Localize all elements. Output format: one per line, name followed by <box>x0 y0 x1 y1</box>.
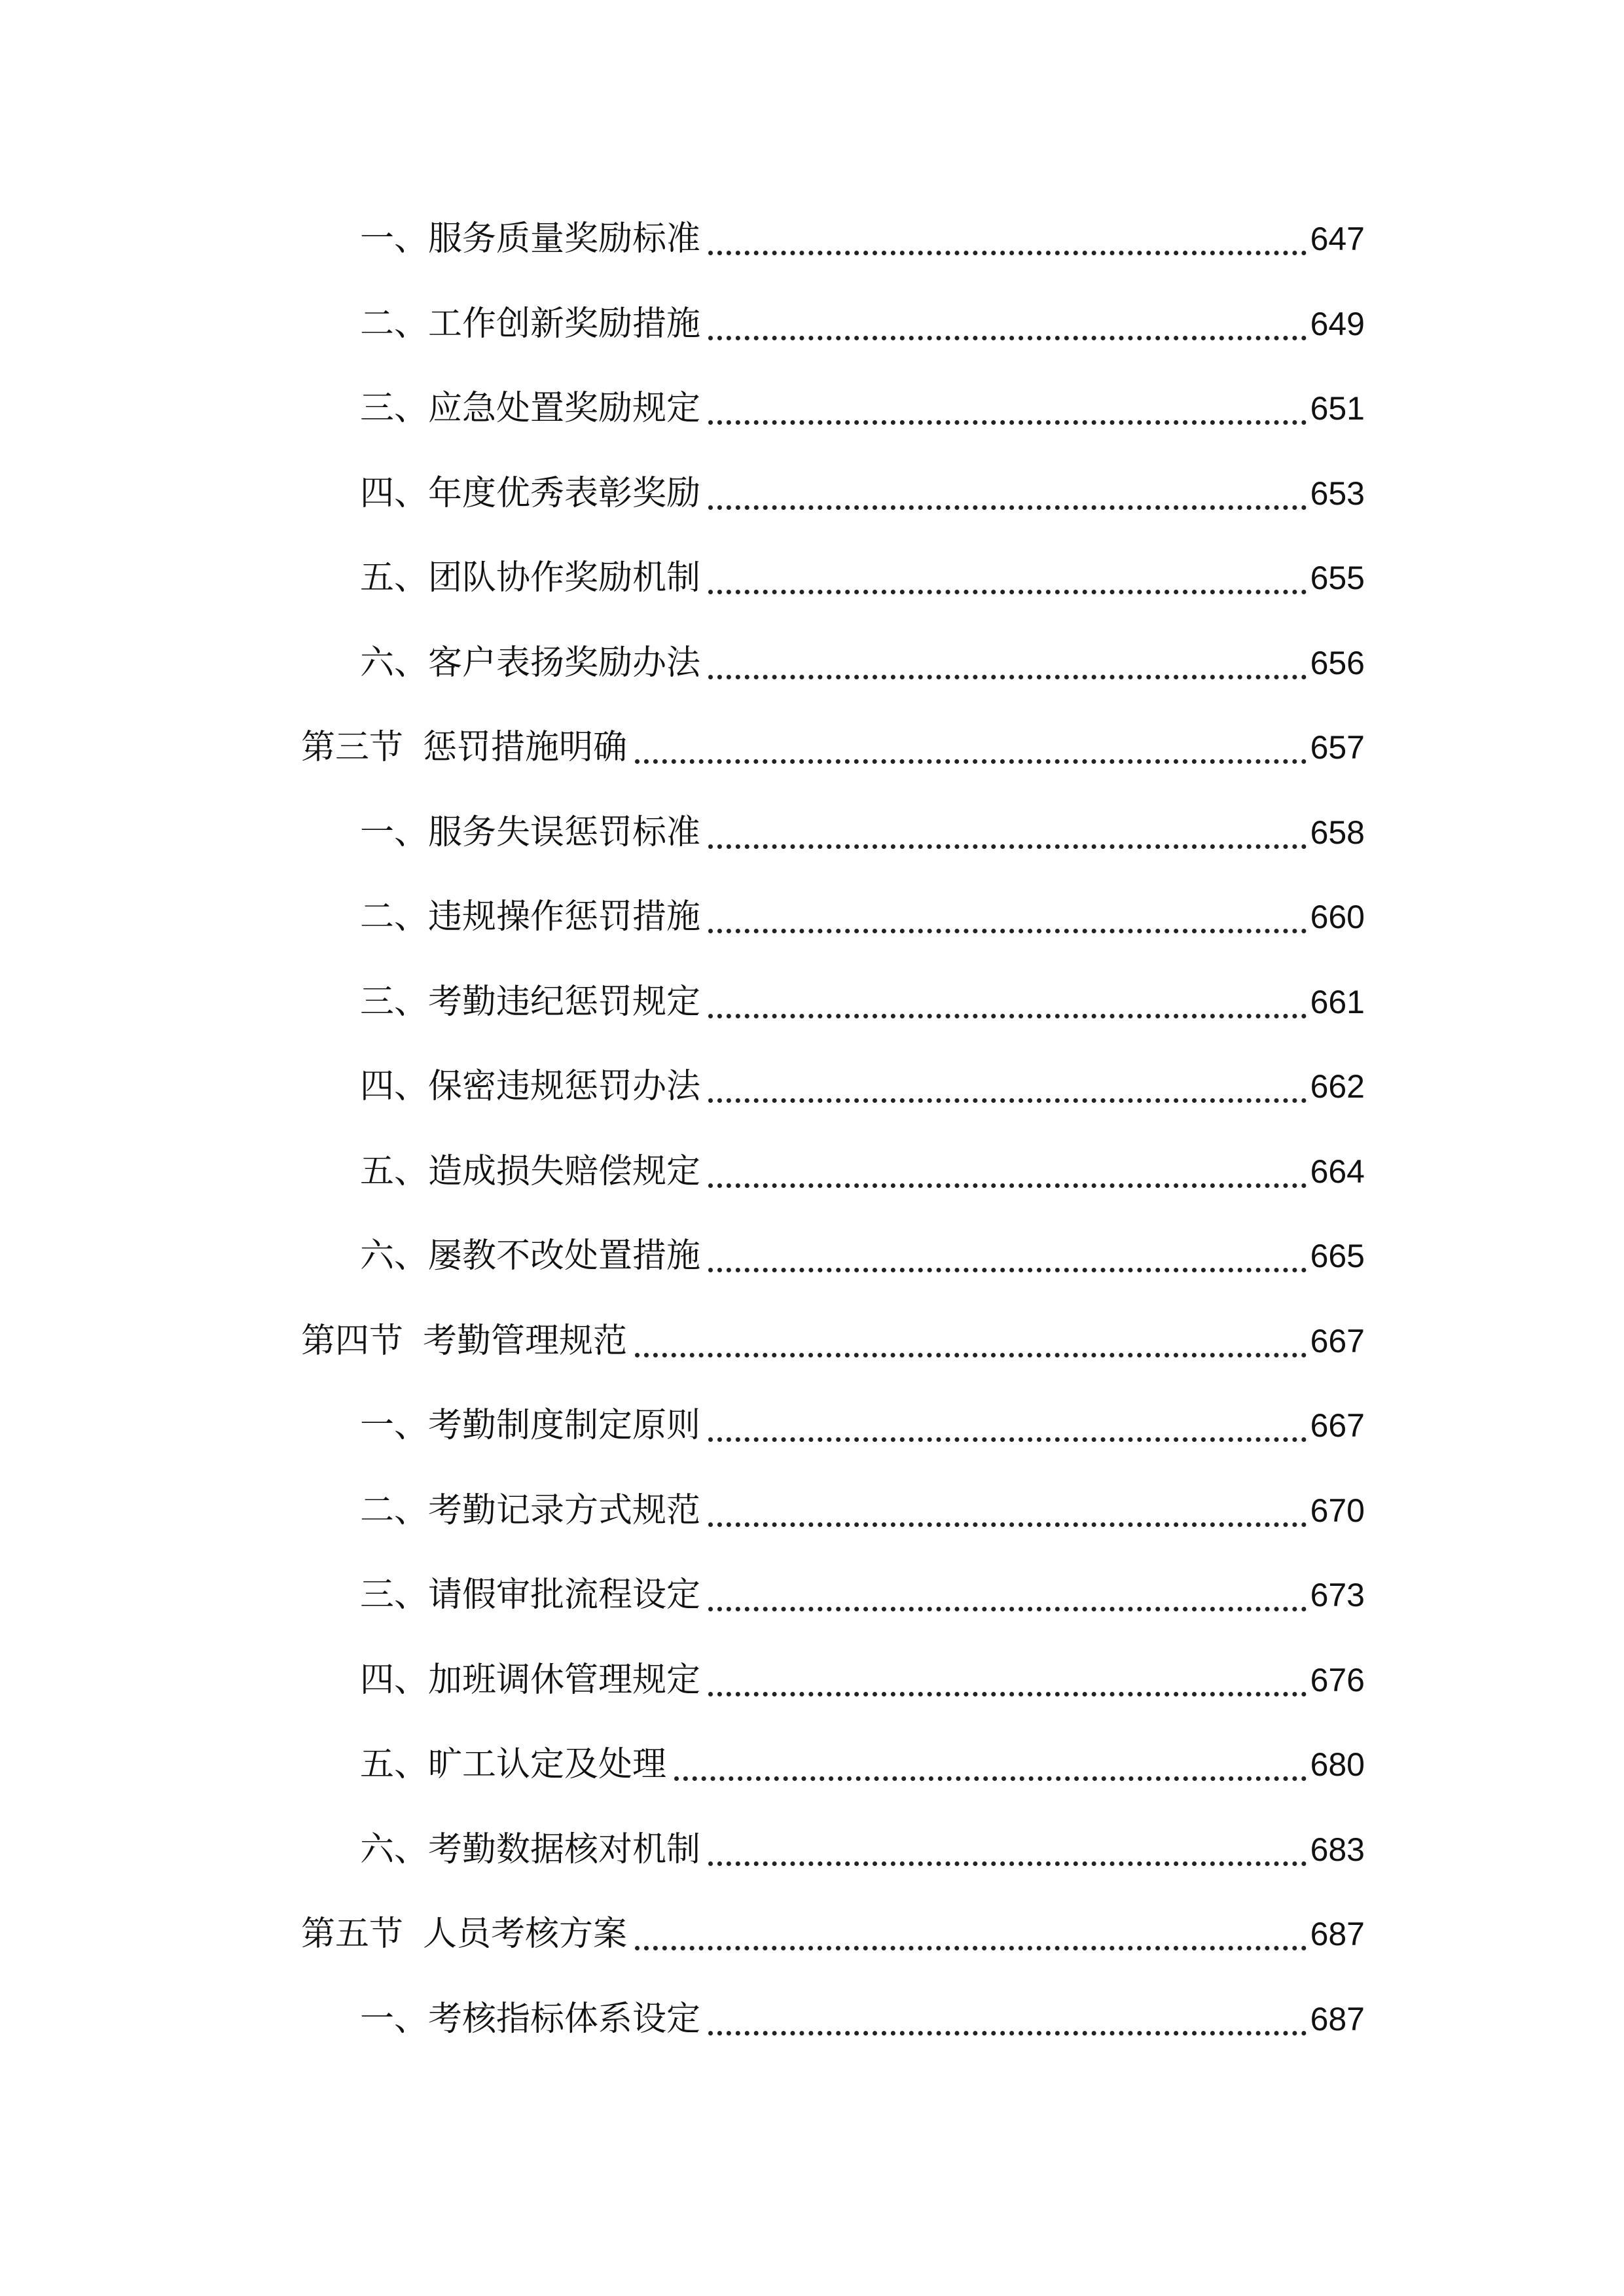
toc-entry-number: 四、 <box>360 1067 429 1106</box>
toc-subsection-entry[interactable] <box>0 1227 1624 1285</box>
toc-subsection-entry[interactable] <box>0 1481 1624 1540</box>
toc-subsection-entry[interactable] <box>0 634 1624 692</box>
toc-page-number: 687 <box>1310 1916 1365 1952</box>
toc-entry-title: 应急处置奖励规定 <box>428 389 701 428</box>
toc-dot-leader <box>708 1437 1307 1442</box>
toc-entry-number: 四、 <box>360 1660 429 1700</box>
toc-entry-number: 一、 <box>360 813 429 852</box>
toc-dot-leader <box>708 2031 1307 2036</box>
toc-subsection-entry[interactable] <box>0 1057 1624 1116</box>
toc-dot-leader <box>708 1268 1307 1272</box>
toc-entry-number: 四、 <box>360 474 429 513</box>
toc-page-number: 647 <box>1310 221 1365 257</box>
toc-entry-number: 三、 <box>360 982 429 1022</box>
toc-dot-leader <box>708 844 1307 849</box>
toc-page-number: 673 <box>1310 1577 1365 1613</box>
toc-entry-title: 考勤制度制定原则 <box>428 1406 701 1445</box>
toc-page-number: 661 <box>1310 984 1365 1020</box>
toc-entry-number: 一、 <box>360 2000 429 2039</box>
toc-dot-leader <box>708 1861 1307 1866</box>
toc-dot-leader <box>708 505 1307 510</box>
toc-entry-title: 屡教不改处置措施 <box>428 1236 701 1276</box>
toc-entry-title: 造成损失赔偿规定 <box>428 1152 701 1191</box>
toc-page-number: 683 <box>1310 1831 1365 1868</box>
toc-dot-leader <box>708 675 1307 679</box>
toc-section-entry[interactable] <box>0 1905 1624 1964</box>
toc-dot-leader <box>708 1607 1307 1611</box>
toc-entry-title: 考勤管理规范 <box>423 1321 628 1361</box>
toc-section-entry[interactable] <box>0 1312 1624 1371</box>
toc-entry-title: 违规操作惩罚措施 <box>428 897 701 937</box>
toc-subsection-entry[interactable] <box>0 548 1624 607</box>
toc-subsection-entry[interactable] <box>0 1142 1624 1201</box>
toc-entry-number: 第五节 <box>301 1914 404 1954</box>
toc-subsection-entry[interactable] <box>0 379 1624 438</box>
toc-page-number: 653 <box>1310 475 1365 512</box>
toc-page-number: 676 <box>1310 1662 1365 1698</box>
toc-dot-leader <box>708 1098 1307 1103</box>
toc-subsection-entry[interactable] <box>0 295 1624 353</box>
toc-page-number: 665 <box>1310 1238 1365 1274</box>
toc-subsection-entry[interactable] <box>0 209 1624 268</box>
toc-entry-title: 加班调休管理规定 <box>428 1660 701 1700</box>
toc-subsection-entry[interactable] <box>0 973 1624 1031</box>
toc-section-entry[interactable] <box>0 718 1624 777</box>
toc-entry-title: 请假审批流程设定 <box>428 1575 701 1615</box>
toc-entry-title: 年度优秀表彰奖励 <box>428 474 701 513</box>
toc-page-number: 667 <box>1310 1407 1365 1444</box>
toc-subsection-entry[interactable] <box>0 1820 1624 1879</box>
toc-entry-number: 三、 <box>360 1575 429 1615</box>
toc-dot-leader <box>708 929 1307 933</box>
toc-entry-title: 考勤违纪惩罚规定 <box>428 982 701 1022</box>
toc-entry-number: 六、 <box>360 1830 429 1869</box>
toc-entry-number: 五、 <box>360 1745 429 1784</box>
toc-dot-leader <box>708 1522 1307 1527</box>
toc-entry-title: 考勤记录方式规范 <box>428 1491 701 1530</box>
toc-entry-title: 工作创新奖励措施 <box>428 304 701 344</box>
toc-dot-leader <box>635 1353 1307 1357</box>
toc-subsection-entry[interactable] <box>0 1566 1624 1624</box>
toc-page-number: 649 <box>1310 306 1365 342</box>
toc-page-number: 670 <box>1310 1492 1365 1529</box>
toc-dot-leader <box>708 590 1307 594</box>
toc-dot-leader <box>708 336 1307 340</box>
toc-entry-title: 旷工认定及处理 <box>428 1745 667 1784</box>
toc-dot-leader <box>708 1183 1307 1188</box>
toc-subsection-entry[interactable] <box>0 1990 1624 2049</box>
toc-subsection-entry[interactable] <box>0 1651 1624 1710</box>
toc-entry-number: 二、 <box>360 304 429 344</box>
toc-subsection-entry[interactable] <box>0 888 1624 946</box>
toc-dot-leader <box>708 420 1307 425</box>
toc-entry-title: 团队协作奖励机制 <box>428 558 701 598</box>
toc-page-number: 680 <box>1310 1746 1365 1783</box>
toc-entry-title: 考勤数据核对机制 <box>428 1830 701 1869</box>
toc-page-number: 664 <box>1310 1153 1365 1190</box>
toc-page-number: 687 <box>1310 2001 1365 2037</box>
toc-dot-leader <box>708 1014 1307 1018</box>
toc-entry-number: 一、 <box>360 219 429 259</box>
toc-entry-number: 五、 <box>360 1152 429 1191</box>
toc-entry-number: 二、 <box>360 897 429 937</box>
toc-subsection-entry[interactable] <box>0 1735 1624 1794</box>
toc-entry-number: 二、 <box>360 1491 429 1530</box>
toc-entry-number: 第三节 <box>301 728 404 767</box>
toc-entry-number: 一、 <box>360 1406 429 1445</box>
toc-entry-title: 考核指标体系设定 <box>428 2000 701 2039</box>
toc-page-number: 660 <box>1310 899 1365 935</box>
toc-dot-leader <box>674 1776 1307 1781</box>
toc-entry-number: 五、 <box>360 558 429 598</box>
toc-subsection-entry[interactable] <box>0 803 1624 862</box>
toc-entry-title: 服务质量奖励标准 <box>428 219 701 259</box>
toc-dot-leader <box>635 759 1307 764</box>
toc-entry-title: 惩罚措施明确 <box>423 728 628 767</box>
toc-page-number: 658 <box>1310 814 1365 851</box>
toc-subsection-entry[interactable] <box>0 464 1624 523</box>
toc-entry-number: 三、 <box>360 389 429 428</box>
toc-entry-title: 服务失误惩罚标准 <box>428 813 701 852</box>
toc-entry-number: 六、 <box>360 643 429 683</box>
toc-entry-title: 人员考核方案 <box>423 1914 628 1954</box>
toc-entry-title: 客户表扬奖励办法 <box>428 643 701 683</box>
toc-page-number: 657 <box>1310 729 1365 766</box>
toc-entry-number: 六、 <box>360 1236 429 1276</box>
toc-page-number: 651 <box>1310 390 1365 427</box>
toc-page-number: 655 <box>1310 560 1365 596</box>
toc-page-number: 667 <box>1310 1323 1365 1359</box>
toc-dot-leader <box>635 1946 1307 1950</box>
toc-subsection-entry[interactable] <box>0 1396 1624 1455</box>
toc-page-number: 656 <box>1310 645 1365 681</box>
toc-entry-title: 保密违规惩罚办法 <box>428 1067 701 1106</box>
toc-dot-leader <box>708 251 1307 255</box>
toc-entry-number: 第四节 <box>301 1321 404 1361</box>
toc-dot-leader <box>708 1692 1307 1696</box>
toc-page-number: 662 <box>1310 1068 1365 1105</box>
